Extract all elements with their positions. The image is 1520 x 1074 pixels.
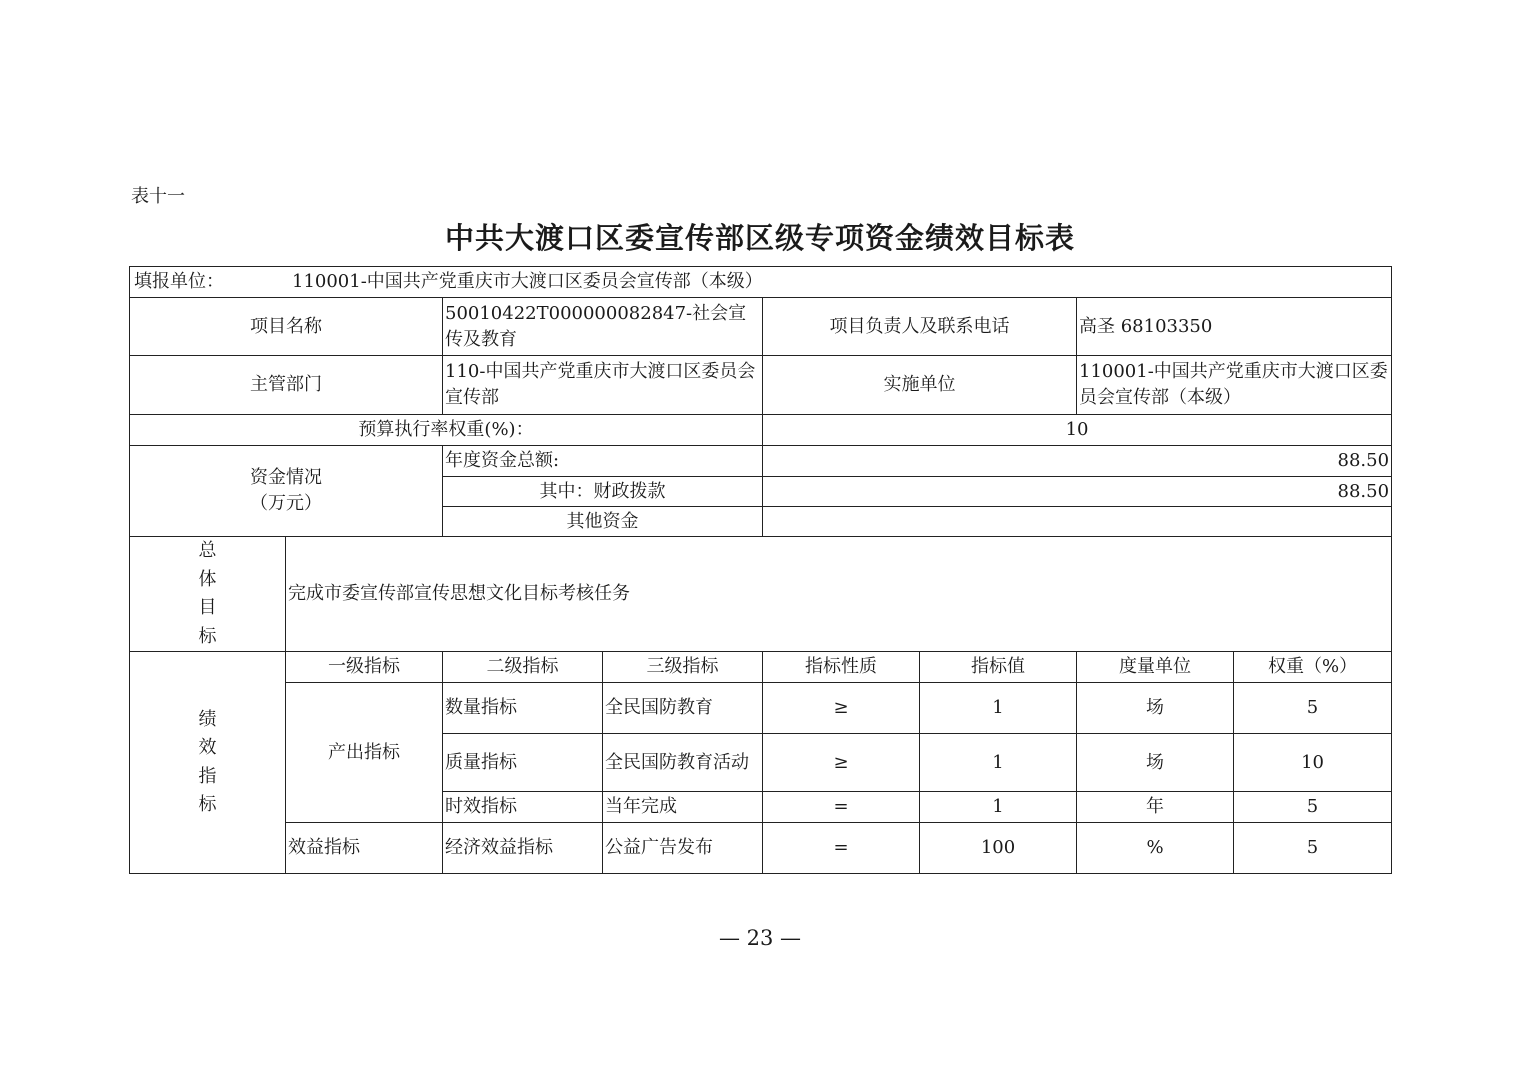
indicator-value: 1 (920, 792, 1077, 823)
overall-goal-label (130, 537, 286, 652)
indicator-unit: 年 (1077, 792, 1234, 823)
page-number: — 23 — (718, 926, 802, 950)
funds-fiscal-label: 其中：财政拨款 (443, 477, 763, 507)
funds-other-label: 其他资金 (443, 507, 763, 537)
indicators-label-char: 指 (198, 765, 217, 787)
project-contact-label: 项目负责人及联系电话 (763, 298, 1077, 356)
overall-goal-label-char: 体 (198, 568, 217, 590)
reporting-unit-cell (130, 267, 1392, 298)
indicator-unit: 场 (1077, 683, 1234, 734)
indicator-unit: % (1077, 823, 1234, 874)
indicator-row (130, 683, 1392, 734)
indicator-level3: 全民国防教育活动 (603, 734, 763, 792)
funds-total-value: 88.50 (763, 446, 1392, 477)
supervising-dept-label: 主管部门 (130, 356, 443, 415)
document-title: 中共大渡口区委宣传部区级专项资金绩效目标表 (444, 221, 1075, 255)
output-indicator-group: 产出指标 (286, 683, 443, 823)
indicator-nature: ≥ (763, 683, 920, 734)
funds-label (130, 446, 443, 537)
implementing-unit-label: 实施单位 (763, 356, 1077, 415)
overall-goal-text: 完成市委宣传部宣传思想文化目标考核任务 (286, 537, 1392, 652)
indicator-value: 1 (920, 734, 1077, 792)
indicators-label (130, 652, 286, 874)
funds-total-row (130, 446, 1392, 477)
indicator-level2: 时效指标 (443, 792, 603, 823)
indicator-level3: 公益广告发布 (603, 823, 763, 874)
funds-other-value (763, 507, 1392, 537)
indicator-nature: = (763, 823, 920, 874)
header-weight: 权重（%） (1234, 652, 1392, 683)
indicator-weight: 5 (1234, 683, 1392, 734)
header-level3: 三级指标 (603, 652, 763, 683)
budget-weight-row (130, 415, 1392, 446)
indicator-unit: 场 (1077, 734, 1234, 792)
indicator-level3: 当年完成 (603, 792, 763, 823)
header-level2: 二级指标 (443, 652, 603, 683)
indicator-level2: 数量指标 (443, 683, 603, 734)
overall-goal-label-char: 总 (198, 540, 217, 561)
project-contact-value: 高圣 68103350 (1077, 298, 1392, 356)
indicators-label-char: 绩 (198, 708, 217, 730)
table-number: 表十一 (131, 186, 185, 207)
benefit-indicator-group: 效益指标 (286, 823, 443, 874)
budget-weight-label: 预算执行率权重(%)： (130, 415, 763, 446)
indicators-label-char: 效 (198, 737, 217, 758)
project-name-value: 50010422T000000082847-社会宣传及教育 (443, 298, 763, 356)
indicator-level2: 经济效益指标 (443, 823, 603, 874)
funds-label-line2: （万元） (250, 493, 322, 514)
funds-label-line1: 资金情况 (250, 467, 322, 488)
department-row (130, 356, 1392, 415)
indicator-weight: 5 (1234, 792, 1392, 823)
reporting-unit-value: 110001-中国共产党重庆市大渡口区委员会宣传部（本级） (292, 271, 763, 292)
overall-goal-label-char: 目 (198, 597, 217, 618)
reporting-unit-row (130, 267, 1392, 298)
header-level1: 一级指标 (286, 652, 443, 683)
indicator-header-row (130, 652, 1392, 683)
performance-target-table (129, 266, 1392, 874)
indicators-label-char: 标 (198, 794, 217, 815)
indicator-nature: ≥ (763, 734, 920, 792)
indicator-weight: 5 (1234, 823, 1392, 874)
funds-fiscal-value: 88.50 (763, 477, 1392, 507)
overall-goal-row (130, 537, 1392, 652)
indicator-nature: = (763, 792, 920, 823)
header-nature: 指标性质 (763, 652, 920, 683)
indicator-level2: 质量指标 (443, 734, 603, 792)
overall-goal-label-char: 标 (198, 625, 217, 647)
reporting-unit-label: 填报单位： (134, 271, 224, 292)
implementing-unit-value: 110001-中国共产党重庆市大渡口区委员会宣传部（本级） (1077, 356, 1392, 415)
indicator-weight: 10 (1234, 734, 1392, 792)
indicator-row (130, 823, 1392, 874)
header-unit: 度量单位 (1077, 652, 1234, 683)
indicator-value: 100 (920, 823, 1077, 874)
indicator-value: 1 (920, 683, 1077, 734)
indicator-level3: 全民国防教育 (603, 683, 763, 734)
project-row (130, 298, 1392, 356)
budget-weight-value: 10 (763, 415, 1392, 446)
project-name-label: 项目名称 (130, 298, 443, 356)
header-value: 指标值 (920, 652, 1077, 683)
funds-total-label: 年度资金总额: (443, 446, 763, 477)
supervising-dept-value: 110-中国共产党重庆市大渡口区委员会宣传部 (443, 356, 763, 415)
